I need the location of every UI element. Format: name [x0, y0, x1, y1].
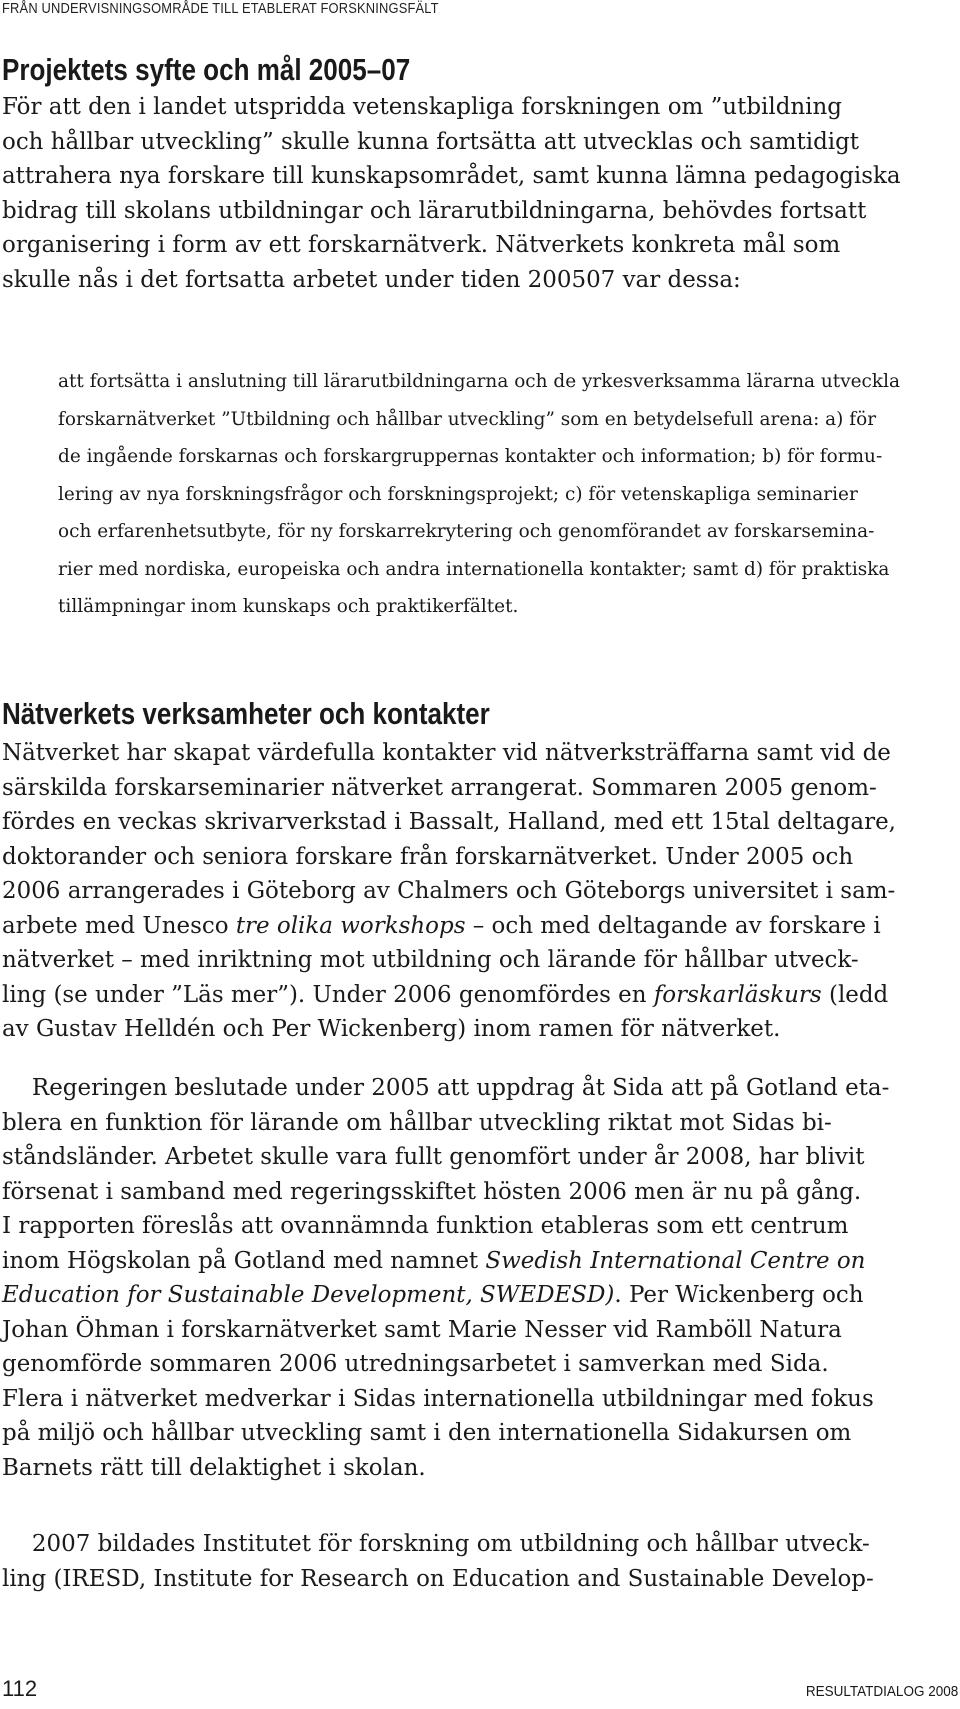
paragraph-activities-3: [2, 1527, 960, 1596]
quote-line: tillämpningar inom kunskaps och praktikerfältet.: [58, 596, 519, 617]
text-line: doktorander och seniora forskare från forskarnätverket. Under 2005 och: [2, 843, 854, 870]
text-line: Barnets rätt till delaktighet i skolan.: [2, 1454, 426, 1481]
text-run: inom Högskolan på Gotland med namnet: [2, 1247, 486, 1274]
quote-line: och erfarenhetsutbyte, för ny forskarrekrytering och genomförandet av forskarsemina-: [58, 521, 875, 542]
emphasis-text: forskarläskurs: [653, 981, 822, 1008]
text-line: på miljö och hållbar utveckling samt i den internationella Sidakursen om: [2, 1420, 852, 1446]
text-line: blera en funktion för lärande om hållbar utveckling riktat mot Sidas bi-: [2, 1109, 832, 1136]
quote-line: forskarnätverket ”Utbildning och hållbar utveckling” som en betydelsefull arena: a) för: [58, 408, 877, 430]
running-head: FRÅN UNDERVISNINGSOMRÅDE TILL ETABLERAT FORSKNINGSFÄLT: [2, 0, 439, 17]
text-run: – och med deltagande av forskare i: [465, 912, 881, 939]
text-line: och hållbar utveckling” skulle kunna fortsätta att utvecklas och samtidigt: [2, 128, 860, 155]
text-line: Johan Öhman i forskarnätverket samt Marie Nesser vid Ramböll Natura: [2, 1316, 842, 1343]
text-line: 2006 arrangerades i Göteborg av Chalmers och Göteborgs universitet i sam-: [2, 878, 896, 904]
text-line: attrahera nya forskare till kunskapsområdet, samt kunna lämna pedagogiska: [2, 163, 901, 189]
section-heading-purpose: Projektets syfte och mål 2005–07: [2, 52, 411, 87]
page-number: 112: [2, 1676, 38, 1701]
text-line: skulle nås i det fortsatta arbetet under tiden 200507 var dessa:: [2, 266, 741, 293]
paragraph-activities-2: [2, 1071, 960, 1485]
text-line: Nätverket har skapat värdefulla kontakter vid nätverksträffarna samt vid de: [2, 740, 891, 766]
text-line: organisering i form av ett forskarnätverk. Nätverkets konkreta mål som: [2, 232, 841, 258]
text-line: ståndsländer. Arbetet skulle vara fullt genomfört under år 2008, har blivit: [2, 1144, 865, 1170]
text-line: av Gustav Helldén och Per Wickenberg) inom ramen för nätverket.: [2, 1016, 781, 1042]
paragraph-activities-1: [2, 736, 960, 1047]
text-line: bidrag till skolans utbildningar och lärarutbildningarna, behövdes fortsatt: [2, 197, 867, 224]
text-run: arbete med Unesco: [2, 912, 236, 939]
quote-line: lering av nya forskningsfrågor och forskningsprojekt; c) för vetenskapliga seminarier: [58, 483, 858, 505]
quote-line: att fortsätta i anslutning till lärarutbildningarna och de yrkesverksamma lärarna utveckla: [58, 371, 900, 392]
text-run: . Per Wickenberg och: [614, 1282, 864, 1308]
quote-line: rier med nordiska, europeiska och andra internationella kontakter; samt d) för praktiska: [58, 558, 890, 580]
quote-line: de ingående forskarnas och forskargruppernas kontakter och information; b) för formu-: [58, 446, 883, 467]
text-line: försenat i samband med regeringsskiftet hösten 2006 men är nu på gång.: [2, 1178, 862, 1205]
text-run: (ledd: [821, 981, 889, 1008]
emphasis-text: Education for Sustainable Development, SWEDESD): [2, 1282, 615, 1308]
text-line: [2, 909, 958, 944]
text-line: [2, 1278, 958, 1313]
text-line: särskilda forskarseminarier nätverket arrangerat. Sommaren 2005 genom-: [2, 774, 877, 801]
goal-quote: [58, 363, 958, 626]
text-line: ling (IRESD, Institute for Research on Education and Sustainable Develop-: [2, 1565, 874, 1592]
emphasis-text: Swedish International Centre on: [485, 1247, 866, 1274]
text-line: nätverket – med inriktning mot utbildning och lärande för hållbar utveck-: [2, 947, 859, 973]
text-line: För att den i landet utspridda vetenskapliga forskningen om ”utbildning: [2, 94, 842, 120]
publication-title: RESULTATDIALOG 2008: [805, 1683, 958, 1700]
emphasis-text: tre olika workshops: [235, 912, 466, 939]
text-line: 2007 bildades Institutet för forskning om utbildning och hållbar utveck-: [31, 1531, 870, 1557]
text-line: genomförde sommaren 2006 utredningsarbetet i samverkan med Sida.: [2, 1351, 829, 1377]
section-heading-activities: Nätverkets verksamheter och kontakter: [2, 696, 490, 731]
text-line: Flera i nätverket medverkar i Sidas internationella utbildningar med fokus: [2, 1385, 874, 1412]
text-line: fördes en veckas skrivarverkstad i Bassalt, Halland, med ett 15tal deltagare,: [2, 809, 896, 835]
paragraph-purpose: [2, 90, 960, 297]
text-line: I rapporten föreslås att ovannämnda funktion etableras som ett centrum: [2, 1213, 849, 1239]
text-line: [2, 1244, 958, 1279]
text-line: [2, 978, 958, 1013]
text-line: Regeringen beslutade under 2005 att uppdrag åt Sida att på Gotland eta-: [31, 1075, 890, 1101]
text-run: ling (se under ”Läs mer”). Under 2006 genomfördes en: [2, 981, 654, 1008]
